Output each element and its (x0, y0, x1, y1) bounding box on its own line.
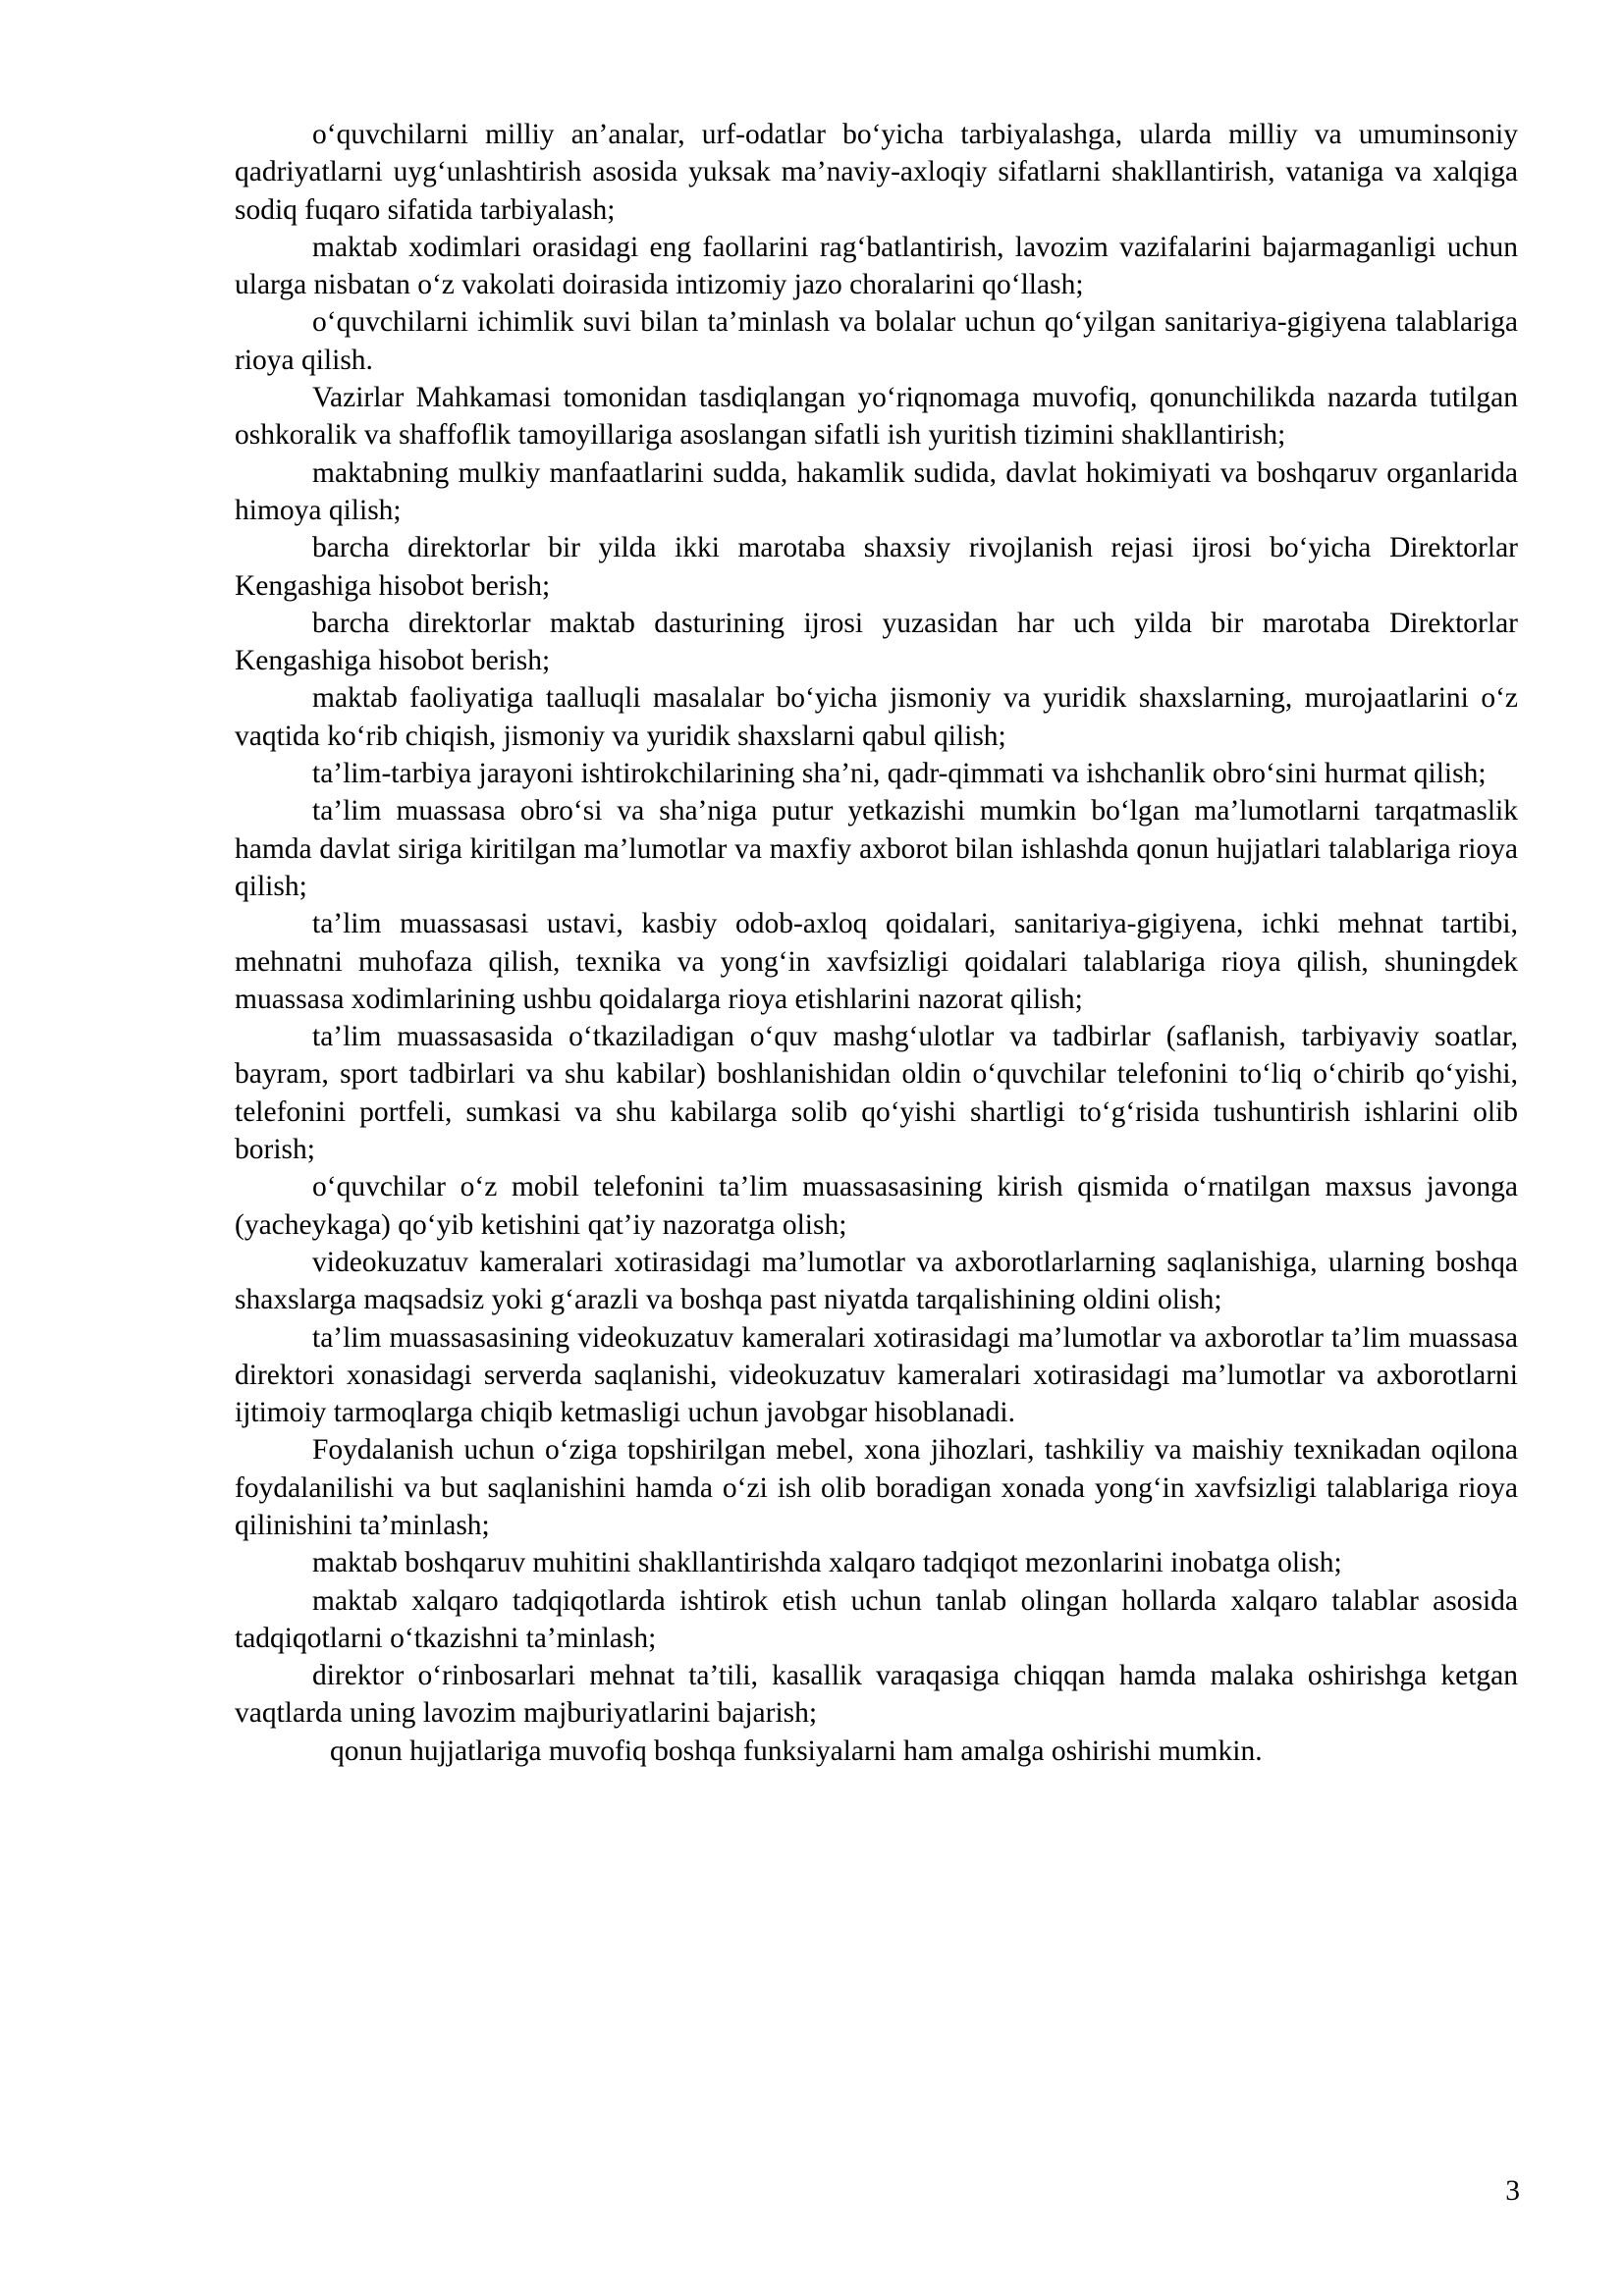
page-number: 3 (1505, 2175, 1520, 2207)
paragraph-7: barcha direktorlar maktab dasturining ijrosi yuzasidan har uch yilda bir marotaba Direktorlar Kengashiga hisobot berish; (235, 607, 1518, 677)
paragraph-15: ta’lim muassasasining videokuzatuv kameralari xotirasidagi ma’lumotlar va axborotlar ta’lim muassasa direktori xonasidagi serverda saqlanishi, videokuzatuv kameralari xotirasidagi ma’lumotlar va axborotlarni ijtimoiy tarmoqlarga chiqib ketmasligi uchun javobgar hisoblanadi. (235, 1321, 1518, 1429)
paragraph-10: ta’lim muassasa obro‘si va sha’niga putur yetkazishi mumkin bo‘lgan ma’lumotlarni tarqatmaslik hamda davlat siriga kiritilgan ma’lumotlar va maxfiy axborot bilan ishlashda qonun hujjatlari talablariga rioya qilish; (235, 795, 1518, 902)
paragraph-8: maktab faoliyatiga taalluqli masalalar bo‘yicha jismoniy va yuridik shaxslarning, murojaatlarini o‘z vaqtida ko‘rib chiqish, jismoniy va yuridik shaxslarni qabul qilish; (235, 682, 1518, 752)
paragraph-1: o‘quvchilarni milliy an’analar, urf-odatlar bo‘yicha tarbiyalashga, ularda milliy va umuminsoniy qadriyatlarni uyg‘unlashtirish asosida yuksak ma’naviy-axloqiy sifatlarni shakllantirish, vataniga va xalqiga sodiq fuqaro sifatida tarbiyalash; (235, 119, 1518, 226)
paragraph-14: videokuzatuv kameralari xotirasidagi ma’lumotlar va axborotlarlarning saqlanishiga, ularning boshqa shaxslarga maqsadsiz yoki g‘arazli va boshqa past niyatda tarqalishining oldini olish; (235, 1246, 1518, 1316)
paragraph-16: Foydalanish uchun o‘ziga topshirilgan mebel, xona jihozlari, tashkiliy va maishiy texnikadan oqilona foydalanilishi va but saqlanishini hamda o‘zi ish olib boradigan xonada yong‘in xavfsizligi talablariga rioya qilinishini ta’minlash; (235, 1434, 1518, 1541)
paragraph-9: ta’lim-tarbiya jarayoni ishtirokchilarining sha’ni, qadr-qimmati va ishchanlik obro‘sini hurmat qilish; (312, 758, 1487, 790)
paragraph-20: qonun hujjatlariga muvofiq boshqa funksiyalarni ham amalga oshirishi mumkin. (330, 1735, 1263, 1767)
paragraph-11: ta’lim muassasasi ustavi, kasbiy odob-axloq qoidalari, sanitariya-gigiyena, ichki mehnat tartibi, mehnatni muhofaza qilish, texnika va yong‘in xavfsizligi qoidalari talablariga rioya qilish, shuningdek muassasa xodimlarining ushbu qoidalarga rioya etishlarini nazorat qilish; (235, 908, 1518, 1015)
paragraph-19: direktor o‘rinbosarlari mehnat ta’tili, kasallik varaqasiga chiqqan hamda malaka oshirishga ketgan vaqtlarda uning lavozim majburiyatlarini bajarish; (235, 1660, 1518, 1730)
paragraph-6: barcha direktorlar bir yilda ikki marotaba shaxsiy rivojlanish rejasi ijrosi bo‘yicha Direktorlar Kengashiga hisobot berish; (235, 532, 1518, 602)
paragraph-13: o‘quvchilar o‘z mobil telefonini ta’lim muassasasining kirish qismida o‘rnatilgan maxsus javonga (yacheykaga) qo‘yib ketishini qat’iy nazoratga olish; (235, 1171, 1518, 1241)
paragraph-4: Vazirlar Mahkamasi tomonidan tasdiqlangan yo‘riqnomaga muvofiq, qonunchilikda nazarda tutilgan oshkoralik va shaffoflik tamoyillariga asoslangan sifatli ish yuritish tizimini shakllantirish; (235, 382, 1518, 452)
paragraph-18: maktab xalqaro tadqiqotlarda ishtirok etish uchun tanlab olingan hollarda xalqaro talablar asosida tadqiqotlarni o‘tkazishni ta’minlash; (235, 1584, 1518, 1654)
paragraph-3: o‘quvchilarni ichimlik suvi bilan ta’minlash va bolalar uchun qo‘yilgan sanitariya-gigiyena talablariga rioya qilish. (235, 306, 1518, 376)
paragraph-5: maktabning mulkiy manfaatlarini sudda, hakamlik sudida, davlat hokimiyati va boshqaruv organlarida himoya qilish; (235, 456, 1518, 526)
paragraph-12: ta’lim muassasasida o‘tkaziladigan o‘quv mashg‘ulotlar va tadbirlar (saflanish, tarbiyaviy soatlar, bayram, sport tadbirlari va shu kabilar) boshlanishidan oldin o‘quvchilar telefonini to‘liq o‘chirib qo‘yishi, telefonini portfeli, sumkasi va shu kabilarga solib qo‘yishi shartligi to‘g‘risida tushuntirish ishlarini olib borish; (235, 1021, 1518, 1166)
paragraph-2: maktab xodimlari orasidagi eng faollarini rag‘batlantirish, lavozim vazifalarini bajarmaganligi uchun ularga nisbatan o‘z vakolati doirasida intizomiy jazo choralarini qo‘llash; (235, 231, 1518, 301)
document-body (235, 116, 1518, 1770)
paragraph-17: maktab boshqaruv muhitini shakllantirishda xalqaro tadqiqot mezonlarini inobatga olish; (312, 1547, 1342, 1579)
